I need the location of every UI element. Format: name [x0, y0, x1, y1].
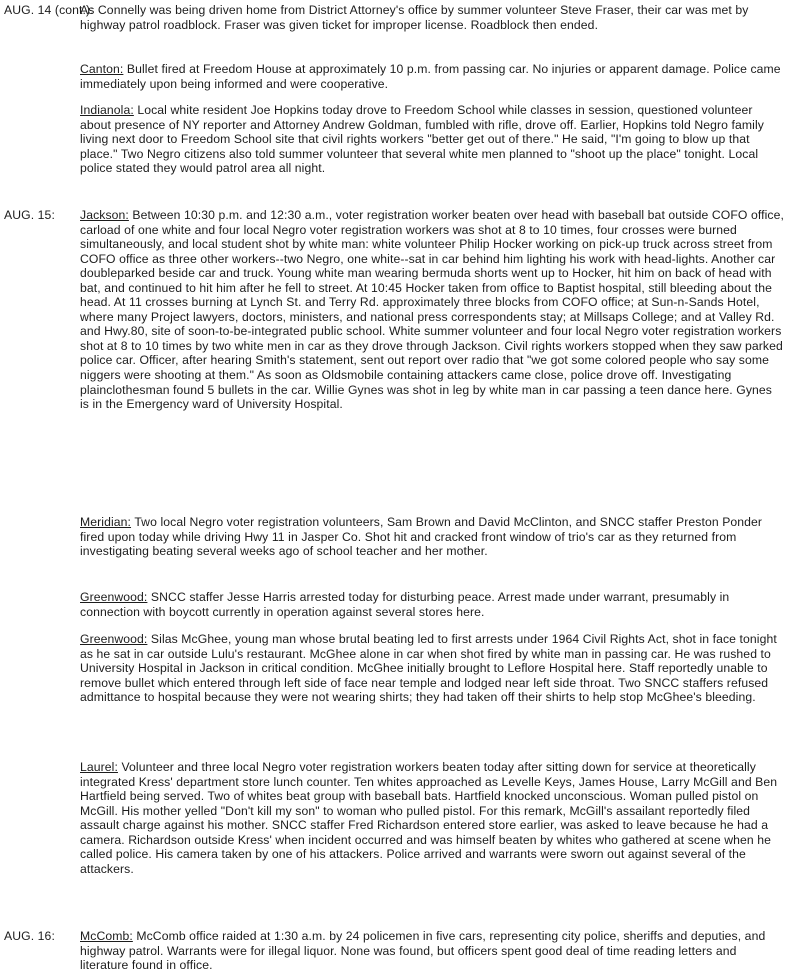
paragraph-text: Volunteer and three local Negro voter registration workers beaten today after sitting down for service at theoretically integrated Kress' department store lunch counter. Ten whites approached as Levelle Keys, James House, Larry McGill and Ben Hartfield being served. Two of whites beat group with baseball bats. Hartfield knocked unconscious. Woman pulled pistol on McGill. His mother yelled "Don't kill my son" to woman who pulled pistol. For this remark, McGill's assailant reportedly filed assault charge against his mother. SNCC staffer Fred Richardson entered store earlier, was asked to leave because he had a camera. Richardson outside Kress' when incident occurred and was himself beaten by whites who gathered at scene when he called police. His camera taken by one of his attackers. Police arrived and warrants were sworn out against several of the attackers.	[80, 760, 778, 876]
location-heading: Meridian:	[80, 515, 132, 529]
paragraph-text: SNCC staffer Jesse Harris arrested today for disturbing peace. Arrest made under warrant, presumably in connection with boycott currently in operation against several stores here.	[80, 590, 730, 619]
paragraph-text: As Connelly was being driven home from District Attorney's office by summer volunteer Steve Fraser, their car was met by highway patrol roadblock. Fraser was given ticket for improper license. Roadblock then ended.	[80, 3, 749, 32]
entry-aug-15-laurel	[80, 760, 784, 876]
paragraph-text: Local white resident Joe Hopkins today drove to Freedom School while classes in session, questioned volunteer about presence of NY reporter and Attorney Andrew Goldman, fumbled with rifle, drove off. Earlier, Hopkins told Negro family living next door to Freedom School site that civil rights workers "better get out of there." He said, "I'm going to blow up that place." Two Negro citizens also told summer volunteer that several white men planned to "shoot up the place" tonight. Local police stated they would patrol area all night.	[80, 103, 764, 176]
location-heading: Greenwood:	[80, 632, 148, 646]
entry-aug-16-mccomb	[80, 929, 784, 973]
paragraph-text: Bullet fired at Freedom House at approximately 10 p.m. from passing car. No injuries or apparent damage. Police came immediately upon being informed and were cooperative.	[80, 62, 781, 91]
entry-aug-14-canton	[80, 62, 784, 91]
location-heading: Laurel:	[80, 760, 118, 774]
entry-aug-15-greenwood-2	[80, 632, 784, 705]
entry-aug-15-jackson	[80, 208, 784, 412]
entry-aug-14-connelly	[80, 3, 784, 32]
paragraph-text: Two local Negro voter registration volunteers, Sam Brown and David McClinton, and SNCC staffer Preston Ponder fired upon today while driving Hwy 11 in Jasper Co. Shot hit and cracked front window of trio's car as they returned from investigating beating several weeks ago of school teacher and her mother.	[80, 515, 763, 559]
entry-aug-14-indianola	[80, 103, 784, 176]
location-heading: Canton:	[80, 62, 124, 76]
entry-date-aug-16: AUG. 16:	[4, 929, 55, 943]
location-heading: Jackson:	[80, 208, 129, 222]
entry-date-aug-14: AUG. 14 (cont.):	[4, 3, 94, 17]
paragraph-text: Silas McGhee, young man whose brutal beating led to first arrests under 1964 Civil Rights Act, shot in face tonight as he sat in car outside Lulu's restaurant. McGhee alone in car when shot fired by white man in passing car. He was rushed to University Hospital in Jackson in critical condition. McGhee initially brought to Leflore Hospital here. Staff reportedly unable to remove bullet which entered through left side of face near temple and lodged near left side throat. Two SNCC staffers refused admittance to hospital because they were not wearing shirts; they had taken off their shirts to help stop McGhee's bleeding.	[80, 632, 777, 705]
entry-aug-15-greenwood-1	[80, 590, 784, 619]
location-heading: Indianola:	[80, 103, 134, 117]
entry-aug-15-meridian	[80, 515, 784, 559]
paragraph-text: McComb office raided at 1:30 a.m. by 24 policemen in five cars, representing city police, sheriffs and deputies, and highway patrol. Warrants were for illegal liquor. None was found, but officers spent good deal of time reading letters and literature found in office.	[80, 929, 766, 973]
paragraph-text: Between 10:30 p.m. and 12:30 a.m., voter registration worker beaten over head with baseball bat outside COFO office, carload of one white and four local Negro voter registration workers was shot at 8 to 10 times, four crosses were burned simultaneously, and local student shot by white man: white volunteer Philip Hocker working on pick-up truck across street from COFO office as three other workers--two Negro, one white--sat in car behind him lighting his work with head-lights. Another car doubleparked beside car and truck. Young white man wearing bermuda shorts went up to Hocker, hit him on back of head with bat, and continued to hit him after he fell to street. At 10:45 Hocker taken from office to Baptist hospital, still bleeding about the head. At 11 crosses burning at Lynch St. and Terry Rd. approximately three blocks from COFO office; at Sun-n-Sands Hotel, where many Project lawyers, doctors, ministers, and national press correspondents stay; at Millsaps College; and at Valley Rd. and Hwy.80, site of soon-to-be-integrated public school. White summer volunteer and four local Negro voter registration workers shot at 8 to 10 times by two white men in car as they drove through Jackson. Civil rights workers stopped when they saw parked police car. Officer, after hearing Smith's statement, sent out report over radio that "we got some colored people who say some niggers were shooting at them." As soon as Oldsmobile containing attackers came close, police drove off. Investigating plainclothesman found 5 bullets in the car. Willie Gynes was shot in leg by white man in car passing a teen dance here. Gynes is in the Emergency ward of University Hospital.	[80, 208, 784, 412]
entry-date-aug-15: AUG. 15:	[4, 208, 55, 222]
location-heading: McComb:	[80, 929, 133, 943]
location-heading: Greenwood:	[80, 590, 148, 604]
